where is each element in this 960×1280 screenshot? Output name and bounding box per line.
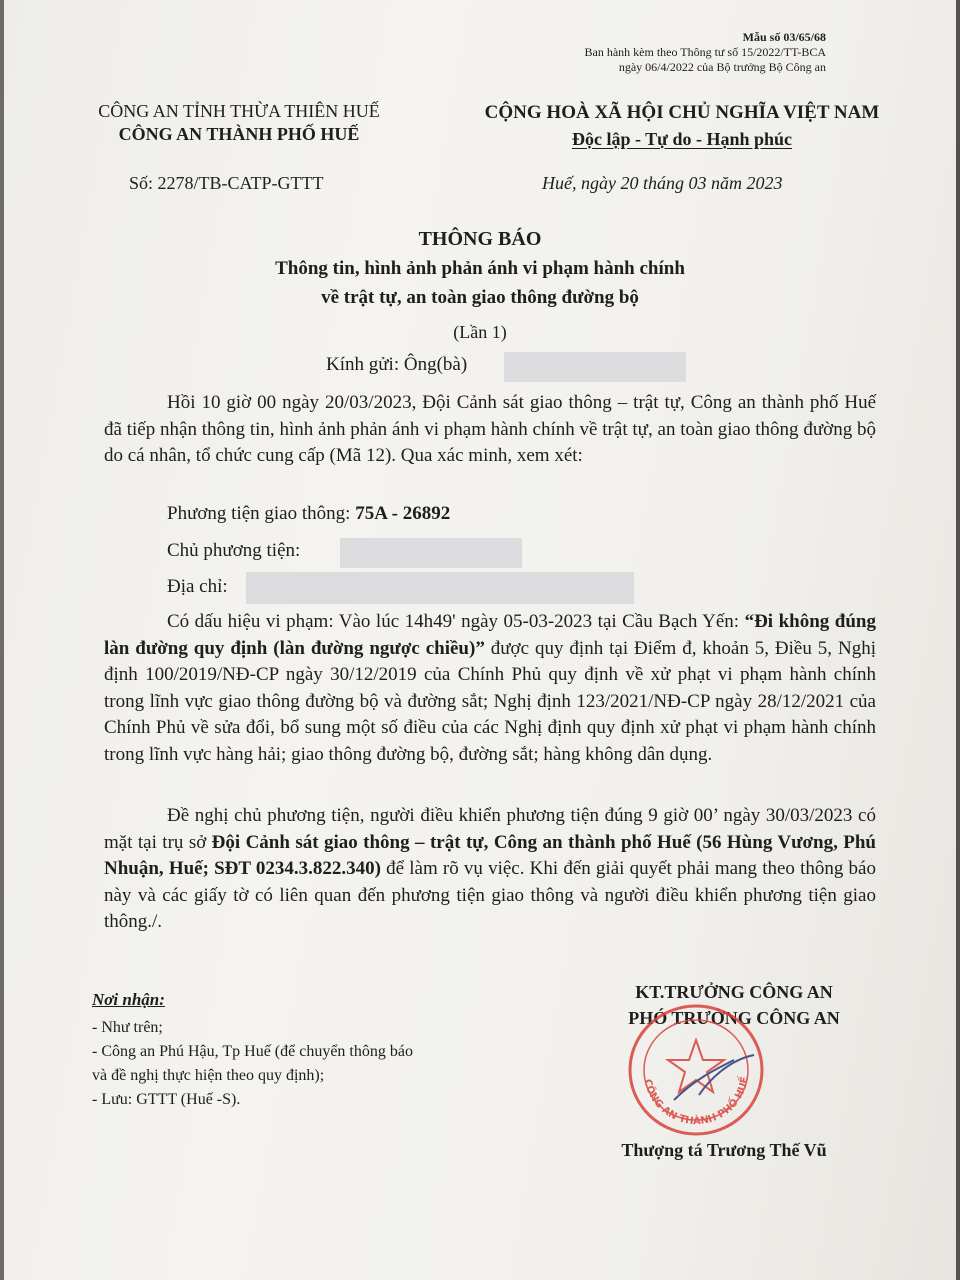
seal-text: CÔNG AN THÀNH PHỐ HUẾ [641, 1075, 751, 1128]
nation-header [442, 100, 922, 152]
vehicle-plate: 75A - 26892 [355, 503, 451, 524]
recipient-item: - Công an Phú Hậu, Tp Huế (để chuyển thông báo [92, 1043, 413, 1060]
recipients-list [92, 1016, 532, 1112]
nation-motto: Độc lập - Tự do - Hạnh phúc [571, 129, 793, 149]
form-issued-line1: Ban hành kèm theo Thông tư số 15/2022/TT-BCA [584, 45, 826, 59]
paragraph-received: Hồi 10 giờ 00 ngày 20/03/2023, Đội Cảnh sát giao thông – trật tự, Công an thành phố Huế đã tiếp nhận thông tin, hình ảnh phản ánh vi phạm hành chính về trật tự, an toàn giao thông đường bộ do cá nhân, tổ chức cung cấp (Mã 12). Qua xác minh, xem xét: [104, 392, 876, 466]
signature-title-2: PHÓ TRƯỞNG CÔNG AN [628, 1008, 840, 1028]
recipient-item: - Như trên; [92, 1019, 163, 1036]
agency-line1: CÔNG AN TỈNH THỪA THIÊN HUẾ [98, 101, 380, 121]
seal-star-icon [668, 1040, 724, 1092]
nation-line1: CỘNG HOÀ XÃ HỘI CHỦ NGHĨA VIỆT NAM [484, 102, 880, 123]
redacted-owner [340, 538, 522, 568]
document-number: Số: 2278/TB-CATP-GTTT [129, 173, 324, 193]
page-edge-shadow [956, 0, 960, 1280]
signer-name: Thượng tá Trương Thế Vũ [621, 1140, 827, 1160]
document-page [4, 0, 956, 1280]
violation-intro: Có dấu hiệu vi phạm: Vào lúc 14h49' ngày 05-03-2023 tại Cầu Bạch Yến: [167, 611, 745, 632]
svg-text:CÔNG AN THÀNH PHỐ HUẾ [642, 1075, 751, 1127]
vehicle-label: Phương tiện giao thông: [167, 503, 356, 524]
redacted-address [246, 572, 634, 604]
notice-issue: (Lần 1) [453, 322, 507, 342]
document-date: Huế, ngày 20 tháng 03 năm 2023 [542, 173, 783, 193]
agency-line2: CÔNG AN THÀNH PHỐ HUẾ [118, 124, 360, 144]
address-label: Địa chỉ: [167, 576, 228, 597]
redacted-recipient [504, 352, 686, 382]
recipients-label: Nơi nhận: [92, 990, 165, 1009]
form-number: Mẫu số 03/65/68 [742, 30, 826, 44]
recipient-item: và đề nghị thực hiện theo quy định); [92, 1067, 325, 1084]
official-seal [604, 1000, 784, 1140]
recipient-item: - Lưu: GTTT (Huế -S). [92, 1091, 241, 1108]
signature-title-1: KT.TRƯỞNG CÔNG AN [635, 982, 833, 1002]
request-office: Đội Cảnh sát giao thông – trật tự, Công an thành phố Huế (56 Hùng Vương, Phú Nhuận, Huế; SĐT 0234.3.822.340) [104, 831, 876, 879]
recipient-label: Kính gửi: Ông(bà) [326, 354, 468, 375]
agency-header [74, 100, 404, 146]
request-intro: Đề nghị chủ phương tiện, người điều khiển phương tiện đúng 9 giờ 00’ ngày 30/03/2023 có mặt tại trụ sở [104, 805, 876, 853]
owner-label: Chủ phương tiện: [167, 540, 301, 561]
notice-title: THÔNG BÁO [418, 228, 542, 250]
form-issued-line2: ngày 06/4/2022 của Bộ trưởng Bộ Công an [618, 60, 826, 74]
paragraph-violation [104, 609, 876, 768]
notice-subtitle-1: Thông tin, hình ảnh phản ánh vi phạm hành chính [275, 258, 685, 279]
violation-legal-basis: được quy định tại Điểm đ, khoản 5, Điều 5, Nghị định 100/2019/NĐ-CP ngày 30/12/2019 của Chính Phủ quy định về xử phạt vi phạm hành chính trong lĩnh vực giao thông đường bộ và đường sắt; Nghị định 123/2021/NĐ-CP ngày 28/12/2021 của Chính Phủ về sửa đổi, bổ sung một số điều của các Nghị định quy định xử phạt vi phạm hành chính trong lĩnh vực hàng hải; giao thông đường bộ, đường sắt; hàng không dân dụng. [104, 637, 876, 765]
paragraph-request [104, 803, 876, 936]
form-number-block [585, 30, 827, 75]
notice-subtitle-2: về trật tự, an toàn giao thông đường bộ [321, 287, 639, 308]
violation-description: “Đi không đúng làn đường quy định (làn đường ngược chiều)” [104, 611, 876, 659]
vehicle-line [167, 503, 450, 525]
request-rest: để làm rõ vụ việc. Khi đến giải quyết phải mang theo thông báo này và các giấy tờ có liên quan đến phương tiện giao thông và người điều khiển phương tiện giao thông./. [104, 858, 876, 932]
